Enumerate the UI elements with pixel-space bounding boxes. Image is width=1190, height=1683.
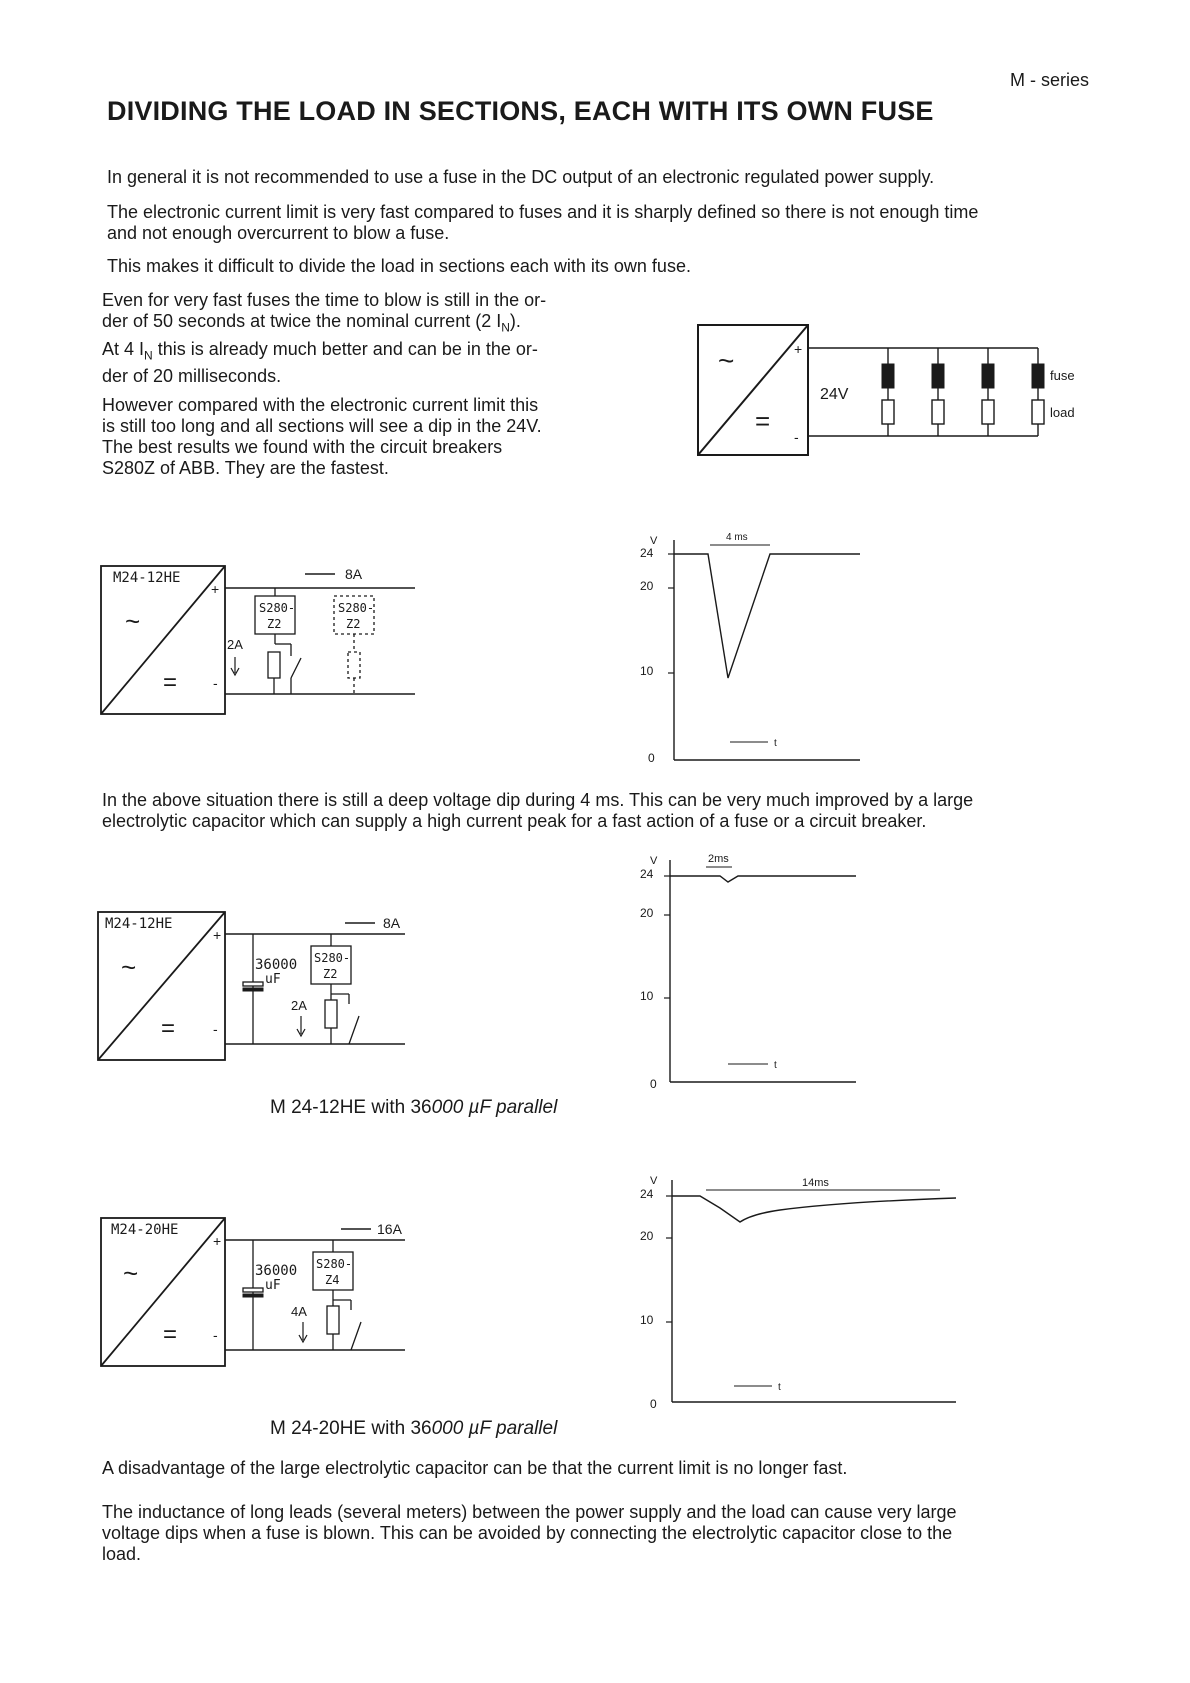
- svg-text:4 ms: 4 ms: [726, 532, 748, 543]
- svg-text:=: =: [163, 1321, 178, 1348]
- ac-symbol: ~: [718, 345, 735, 376]
- circuit-diagram-3: [95, 1212, 425, 1372]
- dc-symbol: =: [755, 406, 771, 436]
- footer-paragraph-2: The inductance of long leads (several meters) between the power supply and the load can cause very large voltage dips when a fuse is blown. This can be avoided by connecting the electrolytic capacitor close to the load.: [102, 1502, 957, 1564]
- svg-text:S280-: S280-: [316, 1257, 353, 1271]
- svg-text:Z2: Z2: [323, 967, 338, 981]
- svg-text:10: 10: [640, 989, 654, 1003]
- model-label: M24-20HE: [111, 1222, 179, 1238]
- sections-block-diagram: [690, 320, 1090, 470]
- svg-text:V: V: [650, 1175, 658, 1187]
- fuse-label: fuse: [1050, 368, 1075, 383]
- svg-text:0: 0: [650, 1077, 657, 1091]
- svg-text:S280-: S280-: [259, 601, 296, 615]
- circuit-diagram-2: [95, 906, 425, 1066]
- intro-paragraph-1: In general it is not recommended to use a fuse in the DC output of an electronic regulated power supply.: [107, 167, 935, 187]
- side-line-4: der of 20 milliseconds.: [102, 366, 282, 387]
- branch-current-label: 2A: [291, 998, 307, 1013]
- svg-text:uF: uF: [265, 972, 281, 987]
- svg-text:S280-: S280-: [338, 601, 375, 615]
- svg-text:~: ~: [125, 606, 141, 636]
- svg-text:-: -: [213, 675, 218, 691]
- voltage-graph-2: [640, 852, 880, 1092]
- caption-12he: M 24-12HE with 36000 µF parallel: [270, 1097, 558, 1118]
- svg-text:14ms: 14ms: [802, 1177, 829, 1189]
- svg-text:-: -: [213, 1021, 218, 1037]
- side-line-1: Even for very fast fuses the time to blow is still in the or-: [102, 290, 547, 310]
- branch-2: [932, 348, 944, 436]
- svg-text:+: +: [213, 927, 222, 943]
- svg-text:V: V: [650, 855, 658, 867]
- circuit-diagram-1: [95, 560, 435, 720]
- svg-text:Z2: Z2: [267, 617, 282, 631]
- svg-text:t: t: [774, 738, 777, 749]
- intro-paragraph-3: This makes it difficult to divide the load in sections each with its own fuse.: [107, 256, 691, 276]
- svg-text:2ms: 2ms: [708, 853, 729, 865]
- svg-text:+: +: [213, 1233, 222, 1249]
- branch-current-label: 2A: [227, 637, 243, 652]
- total-current-label: 8A: [383, 915, 401, 931]
- side-line-7: The best results we found with the circuit breakers: [102, 437, 503, 458]
- side-line-2: der of 50 seconds at twice the nominal current (2 $I_N$).: [102, 311, 521, 335]
- svg-text:24: 24: [640, 546, 654, 560]
- intro-paragraph-2-line-1: The electronic current limit is very fast compared to fuses and it is sharply defined so there is not enough time: [107, 202, 979, 222]
- voltage-label: 24V: [820, 386, 849, 403]
- total-current-label: 8A: [345, 566, 363, 582]
- side-line-3: At 4 $I_N$ this is already much better and can be in the or-: [102, 338, 538, 363]
- total-current-label: 16A: [377, 1221, 402, 1237]
- middle-paragraph: In the above situation there is still a deep voltage dip during 4 ms. This can be very much improved by a large electrolytic capacitor which can supply a high current peak for a fast action of a fuse or a circuit breaker.: [102, 790, 974, 831]
- capacitor-value: 36000: [255, 957, 298, 973]
- series-label: M - series: [1010, 70, 1090, 90]
- caption-20he: M 24-20HE with 36000 µF parallel: [270, 1418, 558, 1439]
- svg-text:S280-: S280-: [314, 951, 351, 965]
- svg-text:20: 20: [640, 1229, 654, 1243]
- svg-text:24: 24: [640, 867, 654, 881]
- branch-1: [882, 348, 894, 436]
- branch-current-label: 4A: [291, 1304, 307, 1319]
- svg-text:~: ~: [123, 1258, 139, 1288]
- svg-text:0: 0: [648, 751, 655, 765]
- side-line-5: However compared with the electronic current limit this: [102, 395, 539, 416]
- svg-text:t: t: [778, 1382, 781, 1393]
- svg-text:24: 24: [640, 1187, 654, 1201]
- svg-text:t: t: [774, 1060, 777, 1071]
- section-branches: [882, 348, 1044, 436]
- svg-text:uF: uF: [265, 1278, 281, 1293]
- svg-text:V: V: [650, 535, 658, 547]
- minus-terminal: -: [794, 429, 799, 445]
- svg-text:20: 20: [640, 579, 654, 593]
- voltage-graph-1: [640, 530, 880, 770]
- svg-text:Z4: Z4: [325, 1273, 340, 1287]
- svg-text:+: +: [211, 581, 220, 597]
- fuse-explanation: [102, 290, 662, 479]
- voltage-graph-3: [640, 1172, 960, 1412]
- footer-paragraph-1: A disadvantage of the large electrolytic capacitor can be that the current limit is no longer fast.: [102, 1458, 848, 1478]
- side-line-8: S280Z of ABB. They are the fastest.: [102, 458, 389, 479]
- plus-terminal: +: [794, 341, 803, 357]
- svg-text:=: =: [161, 1015, 176, 1042]
- svg-text:10: 10: [640, 1313, 654, 1327]
- branch-4: [1032, 348, 1044, 436]
- svg-text:20: 20: [640, 906, 654, 920]
- svg-text:~: ~: [121, 952, 137, 982]
- load-label: load: [1050, 405, 1075, 420]
- svg-text:=: =: [163, 669, 178, 696]
- model-label: M24-12HE: [105, 916, 173, 932]
- intro-paragraph-2: [107, 202, 978, 244]
- svg-text:Z2: Z2: [346, 617, 361, 631]
- side-line-6: is still too long and all sections will see a dip in the 24V.: [102, 416, 542, 437]
- model-label: M24-12HE: [113, 570, 181, 586]
- intro-paragraph-2-line-2: and not enough overcurrent to blow a fuse.: [107, 223, 450, 243]
- page-title: DIVIDING THE LOAD IN SECTIONS, EACH WITH ITS OWN FUSE: [107, 96, 934, 126]
- svg-text:0: 0: [650, 1397, 657, 1411]
- capacitor-value: 36000: [255, 1263, 298, 1279]
- svg-text:10: 10: [640, 664, 654, 678]
- svg-text:-: -: [213, 1327, 218, 1343]
- branch-3: [982, 348, 994, 436]
